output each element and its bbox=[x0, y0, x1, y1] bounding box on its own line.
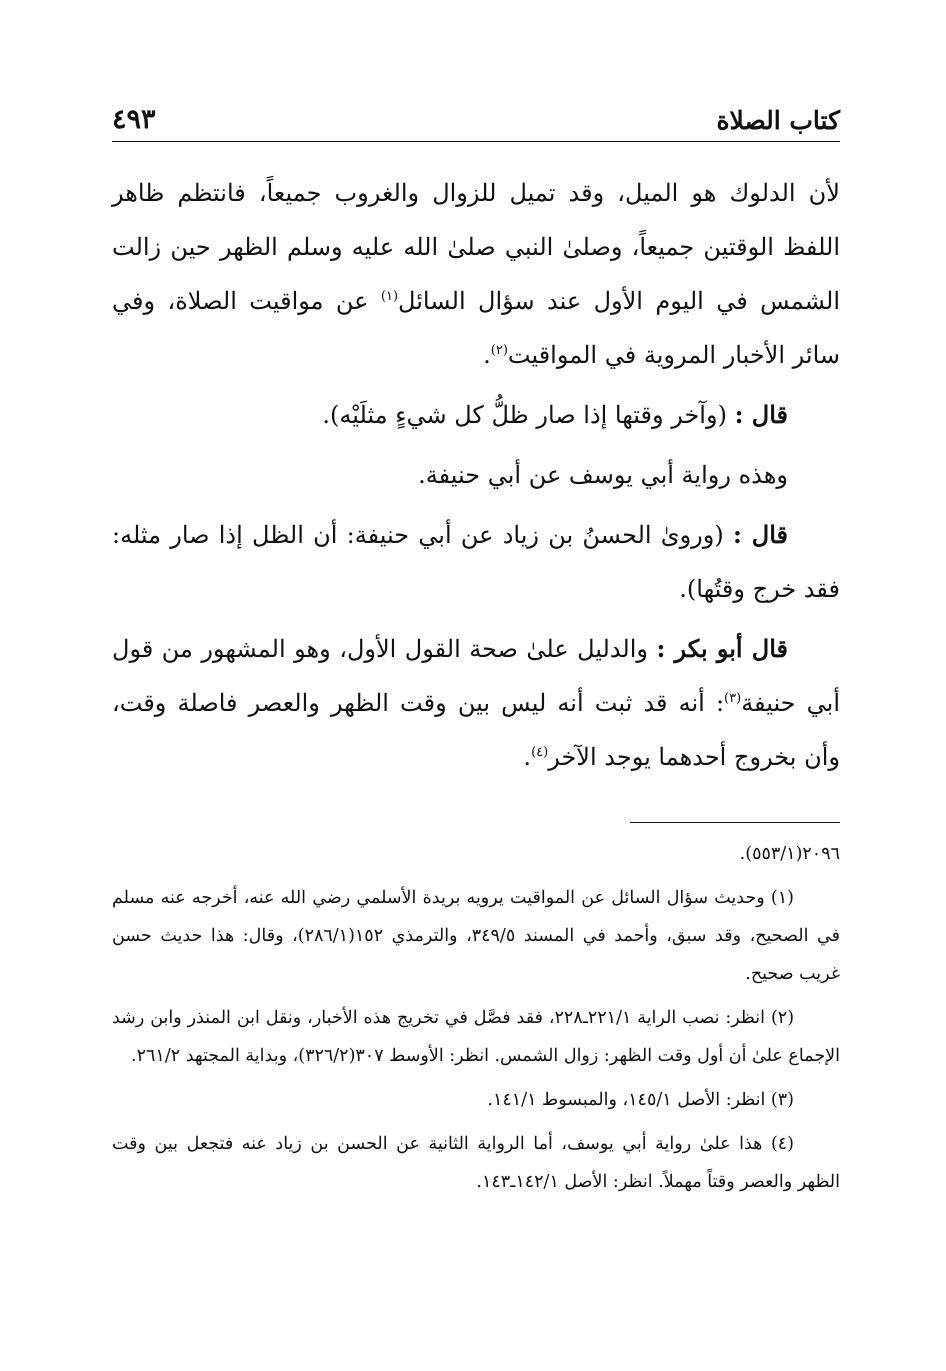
footnote-ref-4[interactable]: (٤) bbox=[531, 745, 549, 760]
speaker-label: قال أبو بكر : bbox=[656, 634, 788, 663]
footnote-ref-2[interactable]: (٢) bbox=[490, 343, 508, 358]
paragraph-2: قال : (وآخر وقتها إذا صار ظلُّ كل شيءٍ مثلَيْه). bbox=[322, 400, 788, 429]
page bbox=[112, 95, 840, 1201]
speaker-label: قال : bbox=[734, 400, 788, 429]
paragraph-5: قال أبو بكر : والدليل علىٰ صحة القول الأول، وهو المشهور من قول أبي حنيفة$^{(٣)}$: أنه قد ثبت أنه ليس بين وقت الظهر والعصر فاصلة وقت، وأن بخروج أحدهما يوجد الآخر$^{(٤)}$. bbox=[112, 634, 840, 771]
page-number: ٤٩٣ bbox=[112, 104, 156, 135]
footnote-ref-1[interactable]: (١) bbox=[380, 289, 399, 304]
footnote-2: (٢) انظر: نصب الراية ٢٢١/١ـ٢٢٨، فقد فصَّل في تخريج هذه الأخبار، ونقل ابن المنذر وابن رشد الإجماع علىٰ أن أول وقت الظهر: زوال الشمس. انظر: الأوسط ٣٠٧(٣٢٦/٢)، وبداية المجتهد ٢٦١/٢. bbox=[112, 1008, 840, 1066]
paragraph-3: وهذه رواية أبي يوسف عن أبي حنيفة. bbox=[418, 461, 788, 489]
running-header bbox=[112, 95, 840, 142]
chapter-title: كتاب الصلاة bbox=[716, 106, 840, 135]
footnote-4: (٤) هذا علىٰ رواية أبي يوسف، أما الرواية الثانية عن الحسن بن زياد عنه فتجعل بين وقت الظهر والعصر وقتاً مهملاً. انظر: الأصل ١٤٢/١ـ١٤٣. bbox=[112, 1134, 840, 1192]
main-text bbox=[112, 166, 840, 784]
footnote-1: (١) وحديث سؤال السائل عن المواقيت يرويه بريدة الأسلمي رضي الله عنه، أخرجه عنه مسلم في الصحيح، وقد سبق، وأحمد في المسند ٣٤٩/٥، والترمذي ١٥٢(٢٨٦/١)، وقال: هذا حديث حسن غريب صحيح. bbox=[112, 888, 840, 984]
footnote-ref-3[interactable]: (٣) bbox=[724, 691, 742, 706]
footnotes bbox=[112, 835, 840, 1201]
paragraph-4: قال : (وروىٰ الحسنُ بن زياد عن أبي حنيفة: أن الظل إذا صار مثله: فقد خرج وقتُها). bbox=[112, 520, 840, 603]
speaker-label: قال : bbox=[732, 520, 788, 549]
footnote-3: (٣) انظر: الأصل ١٤٥/١، والمبسوط ١٤١/١. bbox=[487, 1090, 794, 1110]
footnote-divider bbox=[630, 822, 840, 823]
footnote-reference-line: ٢٠٩٦(٥٥٣/١). bbox=[739, 844, 840, 864]
paragraph-1: لأن الدلوك هو الميل، وقد تميل للزوال والغروب جميعاً، فانتظم ظاهر اللفظ الوقتين جميعاً، وصلىٰ النبي صلىٰ الله عليه وسلم الظهر حين زالت الشمس في اليوم الأول عند سؤال السائل$^{(١)}$ عن مواقيت الصلاة، وفي سائر الأخبار المروية في المواقيت$^{(٢)}$. bbox=[112, 179, 840, 369]
